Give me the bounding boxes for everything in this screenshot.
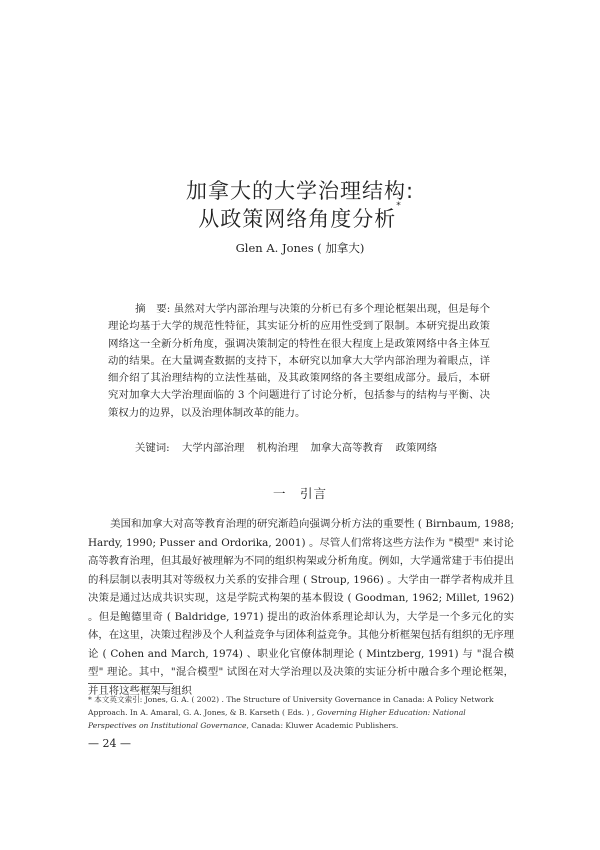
body-text: 美国和加拿大对高等教育治理的研究渐趋向强调分析方法的重要性 ( Birnbaum, 1988; Hardy, 1990; Pusser and Ordorika, 2001) 。尽管人们常将这些方法作为 "模型" 来讨论高等教育治理，但其最好被理解为不同的组织构架或分析角度。例如，大学通常建于韦伯提出的科层制以表明其对等级权力关系的安排合理 ( Stroup, 1966) 。大学由一群学者构成并且决策是通过达成共识实现，这是学院式构架的基本假设 ( Goodman, 1962; Millet, 1962) 。但是鲍德里奇 ( Baldridge, 1971) 提出的政治体系理论却认为，大学是一个多元化的实体，在这里，决策过程涉及个人利益竞争与团体利益竞争。其他分析框架包括有组织的无序理论 ( Cohen and March, 1974) 、职业化官僚体制理论 ( Mintzberg, 1991) 与 "混合模型" 理论。其中，"混合模型" 试图在对大学治理以及决策的实证分析中融合多个理论框架，并且将这些框架与组织 — [88, 518, 515, 697]
keyword-item: 政策网络 — [395, 442, 438, 454]
footnote-prefix: 本文英文索引: Jones, G. A. ( 2002) . The Structure of University Governance in Canada: A Policy Network Approach. In A. Amaral, G. A. Jones, & B. Karseth ( Eds. ) , — [88, 695, 494, 717]
body-paragraph — [88, 515, 514, 700]
abstract — [108, 301, 490, 422]
keyword-item: 加拿大高等教育 — [310, 442, 384, 454]
footnote — [88, 693, 514, 732]
footnote-mark: * — [88, 695, 92, 704]
title-line-1: 加拿大的大学治理结构: — [185, 179, 415, 203]
footnote-italic-1: Governing Higher Education: — [316, 708, 431, 717]
keywords — [135, 440, 495, 457]
title-footnote-mark: * — [396, 201, 402, 211]
keywords-label: 关键词: — [135, 442, 170, 454]
footnote-italic-2: National Perspectives on Institutional Governance — [88, 708, 466, 730]
abstract-text: 摘 要: 虽然对大学内部治理与决策的分析已有多个理论框架出现，但是每个理论均基于大学的规范性特征，其实证分析的应用性受到了限制。本研究提出政策网络这一全新分析角度，强调决策制定的特性在很大程度上是政策网络中各主体互动的结果。在大量调查数据的支持下，本研究以加拿大大学内部治理为着眼点，详细介绍了其治理结构的立法性基础，及其政策网络的各主要组成部分。最后，本研究对加拿大大学治理面临的 3 个问题进行了讨论分析，包括参与的结构与平衡、决策权力的边界，以及治理体制改革的能力。 — [108, 303, 490, 419]
page-number: — 24 — — [88, 737, 131, 750]
author-line: Glen A. Jones ( 加拿大) — [235, 241, 365, 255]
footnote-divider — [88, 683, 173, 684]
title-line-2-text: 从政策网络角度分析 — [198, 207, 397, 231]
title-line-2 — [0, 203, 600, 233]
section-heading: 一 引言 — [272, 486, 327, 501]
footnote-suffix: , Canada: Kluwer Academic Publishers. — [246, 721, 399, 730]
keyword-item: 机构治理 — [256, 442, 299, 454]
keyword-item: 大学内部治理 — [182, 442, 245, 454]
